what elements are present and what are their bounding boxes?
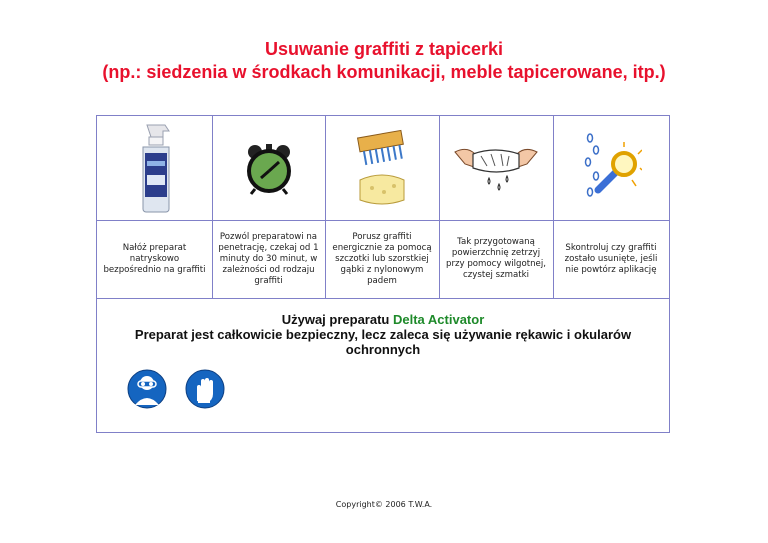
- safety-notice: [97, 312, 669, 357]
- notice-prefix: Używaj preparatu: [281, 312, 393, 327]
- page-title: [0, 38, 768, 84]
- step-3-text: Porusz graffiti energicznie za pomocą szczotki lub szorstkiej gąbki z nylonowym padem: [332, 231, 432, 286]
- step-5-text: Skontroluj czy graffiti zostało usunięte, jeśli nie powtórz aplikację: [564, 242, 658, 275]
- spray-bottle-icon: [97, 116, 212, 220]
- notice-line-3: ochronnych: [345, 342, 421, 357]
- title-line-2: (np.: siedzenia w środkach komunikacji, meble tapicerowane, itp.): [102, 62, 666, 82]
- steps-grid: [97, 116, 669, 299]
- gloves-required-icon: [185, 369, 225, 409]
- instruction-table: [96, 115, 670, 433]
- copyright-footer: Copyright© 2006 T.W.A.: [335, 500, 433, 509]
- step-4-text: Tak przygotowaną powierzchnię zetrzyj przy pomocy wilgotnej, czystej szmatki: [446, 237, 546, 280]
- step-2-text: Pozwól preparatowi na penetrację, czekaj od 1 minuty do 30 minut, w zależności od rodzaju graffiti: [218, 231, 319, 286]
- step-1-text: Nałóż preparat natryskowo bezpośrednio na graffiti: [103, 242, 206, 275]
- product-name: Delta Activator: [392, 312, 485, 327]
- title-line-1: Usuwanie graffiti z tapicerki: [264, 39, 504, 59]
- notice-line-2: Preparat jest całkowicie bezpieczny, lecz zaleca się używanie rękawic i okularów: [134, 327, 632, 342]
- brush-sponge-icon: [325, 116, 439, 220]
- goggles-required-icon: [127, 369, 167, 409]
- wringing-cloth-icon: [439, 116, 553, 220]
- alarm-clock-icon: [212, 116, 325, 220]
- magnifier-icon: [553, 116, 669, 220]
